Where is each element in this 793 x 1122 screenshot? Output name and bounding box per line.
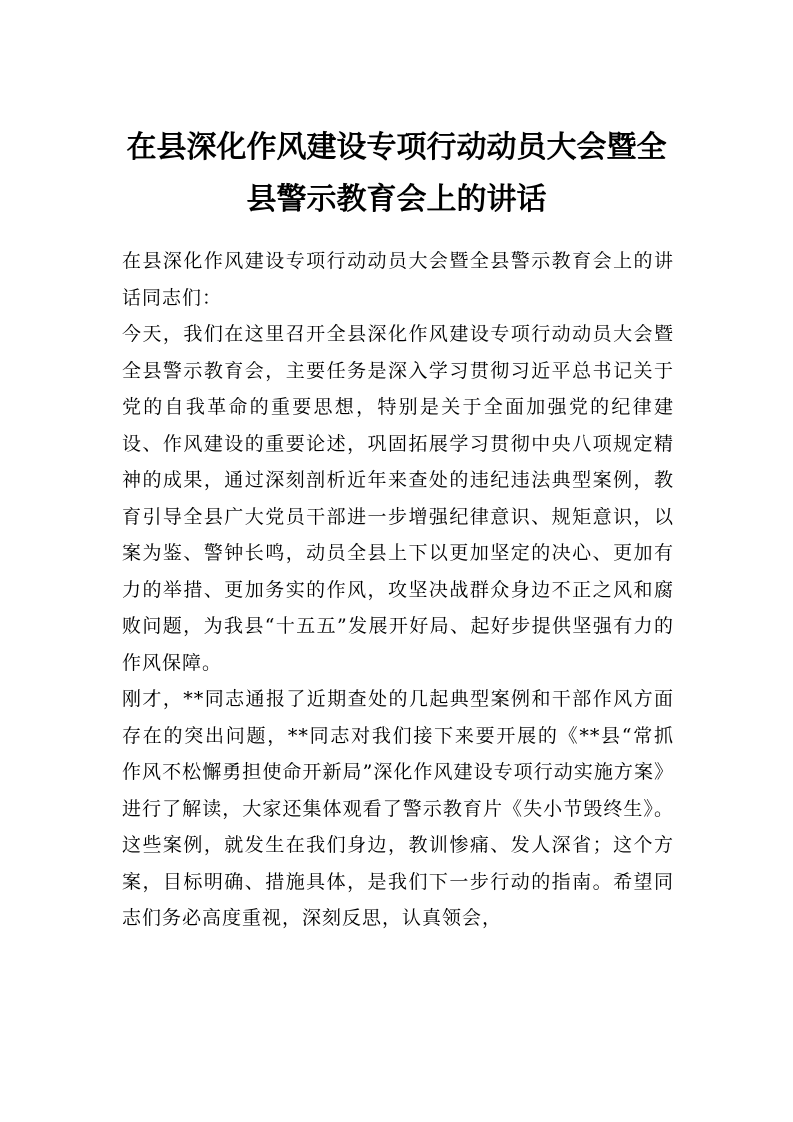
- body-paragraph-2: 今天，我们在这里召开全县深化作风建设专项行动动员大会暨全县警示教育会，主要任务是深入学习贯彻习近平总书记关于党的自我革命的重要思想，特别是关于全面加强党的纪律建设、作风建设的重要论述，巩固拓展学习贯彻中央八项规定精神的成果，通过深刻剖析近年来查处的违纪违法典型案例，教育引导全县广大党员干部进一步增强纪律意识、规矩意识，以案为鉴、警钟长鸣，动员全县上下以更加坚定的决心、更加有力的举措、更加务实的作风，攻坚决战群众身边不正之风和腐败问题，为我县“十五五”发展开好局、起好步提供坚强有力的作风保障。: [122, 323, 674, 674]
- body-paragraph-3: 刚才，**同志通报了近期查处的几起典型案例和干部作风方面存在的突出问题，**同志对我们接下来要开展的《**县“常抓作风不松懈勇担使命开新局”深化作风建设专项行动实施方案》进行了解读，大家还集体观看了警示教育片《失小节毁终生》。这些案例，就发生在我们身边，教训惨痛、发人深省；这个方案，目标明确、措施具体，是我们下一步行动的指南。希望同志们务必高度重视，深刻反思，认真领会，: [122, 688, 674, 929]
- title-line-1: 在县深化作风建设专项行动动员大会暨全: [126, 130, 667, 165]
- title-line-2: 县警示教育会上的讲话: [246, 182, 547, 217]
- document-title: [120, 122, 673, 226]
- body-paragraph-1: 在县深化作风建设专项行动动员大会暨全县警示教育会上的讲话同志们：: [122, 250, 674, 309]
- document-body: [122, 243, 674, 937]
